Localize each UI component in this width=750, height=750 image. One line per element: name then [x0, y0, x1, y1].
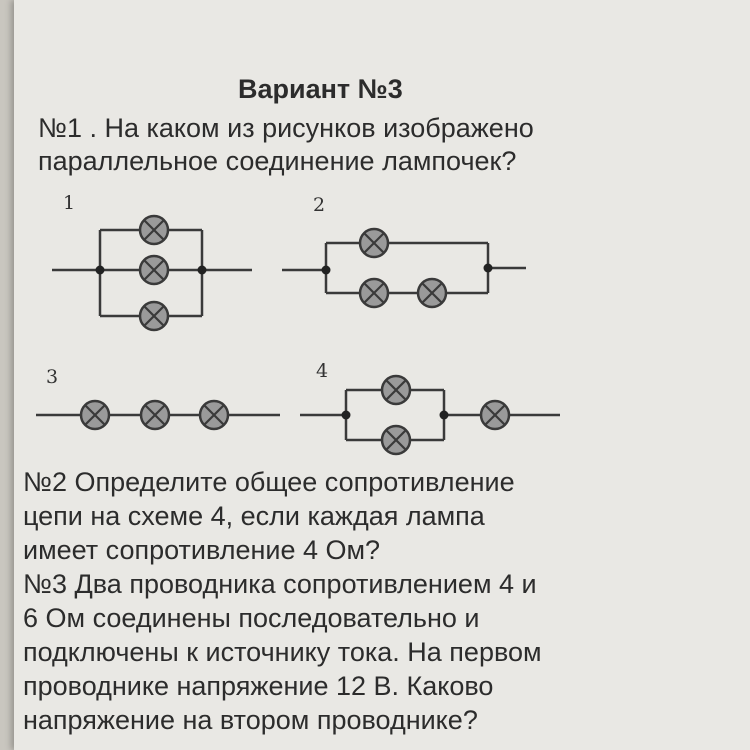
question-3 [23, 567, 542, 737]
question-1-line: параллельное соединение лампочек? [38, 146, 517, 176]
lamp-icon [141, 401, 169, 429]
question-2-line: имеет сопротивление 4 Ом? [23, 535, 381, 565]
lamp-icon [140, 216, 168, 244]
question-3-line: №3 Два проводника сопротивлением 4 и [23, 569, 537, 599]
circuit-4 [300, 376, 560, 454]
question-1-line: №1 . На каком из рисунков изображено [38, 113, 534, 143]
lamp-icon [200, 401, 228, 429]
circuit-1 [52, 216, 252, 330]
circuit-2 [282, 229, 526, 307]
question-3-line: 6 Ом соединены последовательно и [23, 603, 480, 633]
circuit-3 [36, 401, 280, 429]
lamp-icon [81, 401, 109, 429]
lamp-icon [481, 401, 509, 429]
figure-label-2: 2 [313, 194, 326, 216]
question-3-line: напряжение на втором проводнике? [23, 705, 478, 735]
question-2 [23, 465, 515, 567]
question-3-line: подключены к источнику тока. На первом [23, 637, 542, 667]
figure-label-4: 4 [316, 360, 329, 382]
lamp-icon [360, 229, 388, 257]
lamp-icon [418, 279, 446, 307]
figure-label-3: 3 [46, 366, 59, 388]
lamp-icon [382, 376, 410, 404]
figure-label-1: 1 [63, 192, 76, 214]
question-2-line: №2 Определите общее сопротивление [23, 467, 515, 497]
lamp-icon [140, 256, 168, 284]
question-2-line: цепи на схеме 4, если каждая лампа [23, 501, 485, 531]
variant-title: Вариант №3 [238, 74, 403, 104]
lamp-icon [360, 279, 388, 307]
lamp-icon [382, 426, 410, 454]
question-3-line: проводнике напряжение 12 В. Каково [23, 671, 494, 701]
lamp-icon [140, 302, 168, 330]
